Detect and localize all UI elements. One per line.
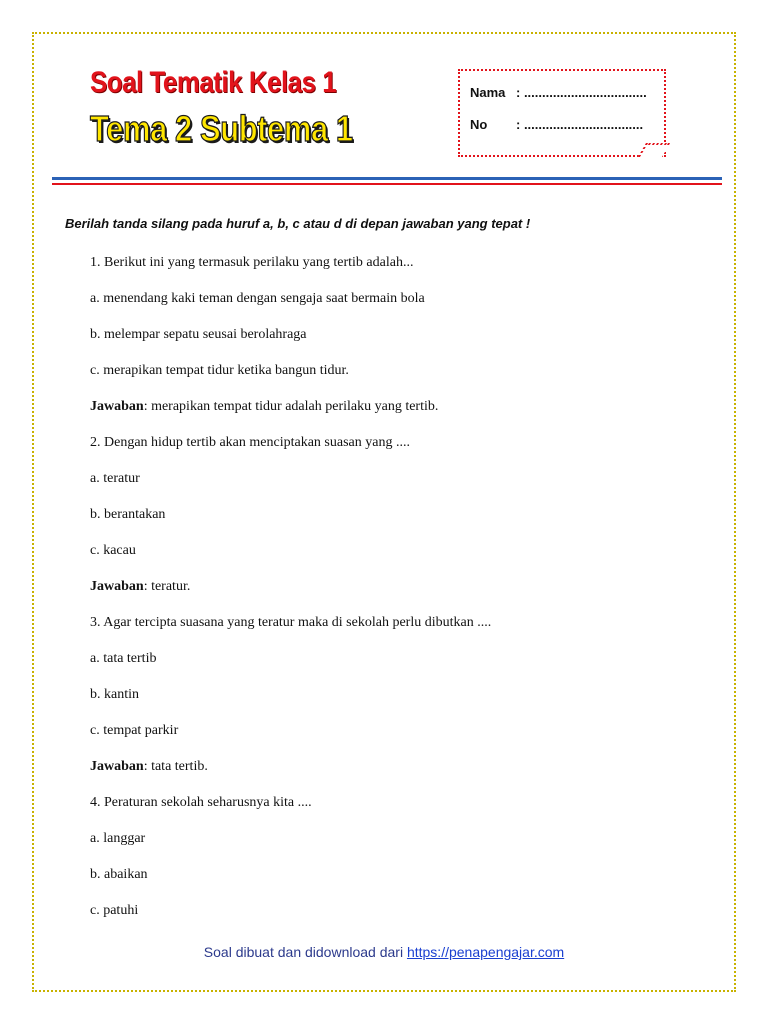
divider-blue: [52, 177, 722, 180]
question-2: 2. Dengan hidup tertib akan menciptakan suasan yang ....: [90, 435, 410, 450]
nama-row: [470, 85, 647, 100]
divider-red: [52, 183, 722, 185]
no-value: : .................................: [516, 117, 644, 132]
no-label: No: [470, 117, 488, 132]
footer-link[interactable]: https://penapengajar.com: [406, 944, 565, 960]
instruction: Berilah tanda silang pada huruf a, b, c atau d di depan jawaban yang tepat !: [65, 216, 531, 231]
question-2-option-b: b. berantakan: [90, 507, 166, 522]
question-2-option-c: c. kacau: [90, 543, 136, 558]
question-1: 1. Berikut ini yang termasuk perilaku yang tertib adalah...: [90, 255, 414, 270]
answer-text: : tata tertib.: [143, 759, 208, 774]
question-2-option-a: a. teratur: [90, 471, 140, 486]
question-1-option-c: c. merapikan tempat tidur ketika bangun tidur.: [90, 363, 349, 378]
no-row: [470, 117, 643, 132]
question-3-option-b: b. kantin: [90, 687, 139, 702]
question-3-option-a: a. tata tertib: [90, 651, 157, 666]
name-box: [458, 69, 666, 157]
footer-text: Soal dibuat dan didownload dari: [203, 944, 407, 960]
question-3: 3. Agar tercipta suasana yang teratur maka di sekolah perlu dibutkan ....: [90, 615, 492, 630]
title-line-2: Tema 2 Subtema 1: [90, 108, 353, 149]
question-list: [90, 254, 710, 938]
question-4-option-b: b. abaikan: [90, 867, 148, 882]
answer-label: Jawaban: [90, 399, 144, 414]
question-2-answer: [90, 578, 710, 614]
title-line-1: Soal Tematik Kelas 1: [90, 66, 337, 99]
answer-label: Jawaban: [90, 579, 144, 594]
question-3-option-c: c. tempat parkir: [90, 723, 179, 738]
nama-label: Nama: [470, 85, 506, 100]
question-3-answer: [90, 758, 710, 794]
question-1-answer: [90, 398, 710, 434]
question-4-option-a: a. langgar: [90, 831, 146, 846]
answer-text: : teratur.: [143, 579, 191, 594]
answer-label: Jawaban: [90, 759, 144, 774]
question-1-option-a: a. menendang kaki teman dengan sengaja saat bermain bola: [90, 291, 425, 306]
question-4: 4. Peraturan sekolah seharusnya kita ....: [90, 795, 312, 810]
question-4-option-c: c. patuhi: [90, 903, 139, 918]
nama-value: : ..................................: [516, 85, 647, 100]
footer: [0, 944, 768, 960]
question-1-option-b: b. melempar sepatu seusai berolahraga: [90, 327, 307, 342]
page-curl-decoration: [638, 143, 670, 157]
answer-text: : merapikan tempat tidur adalah perilaku yang tertib.: [143, 399, 439, 414]
